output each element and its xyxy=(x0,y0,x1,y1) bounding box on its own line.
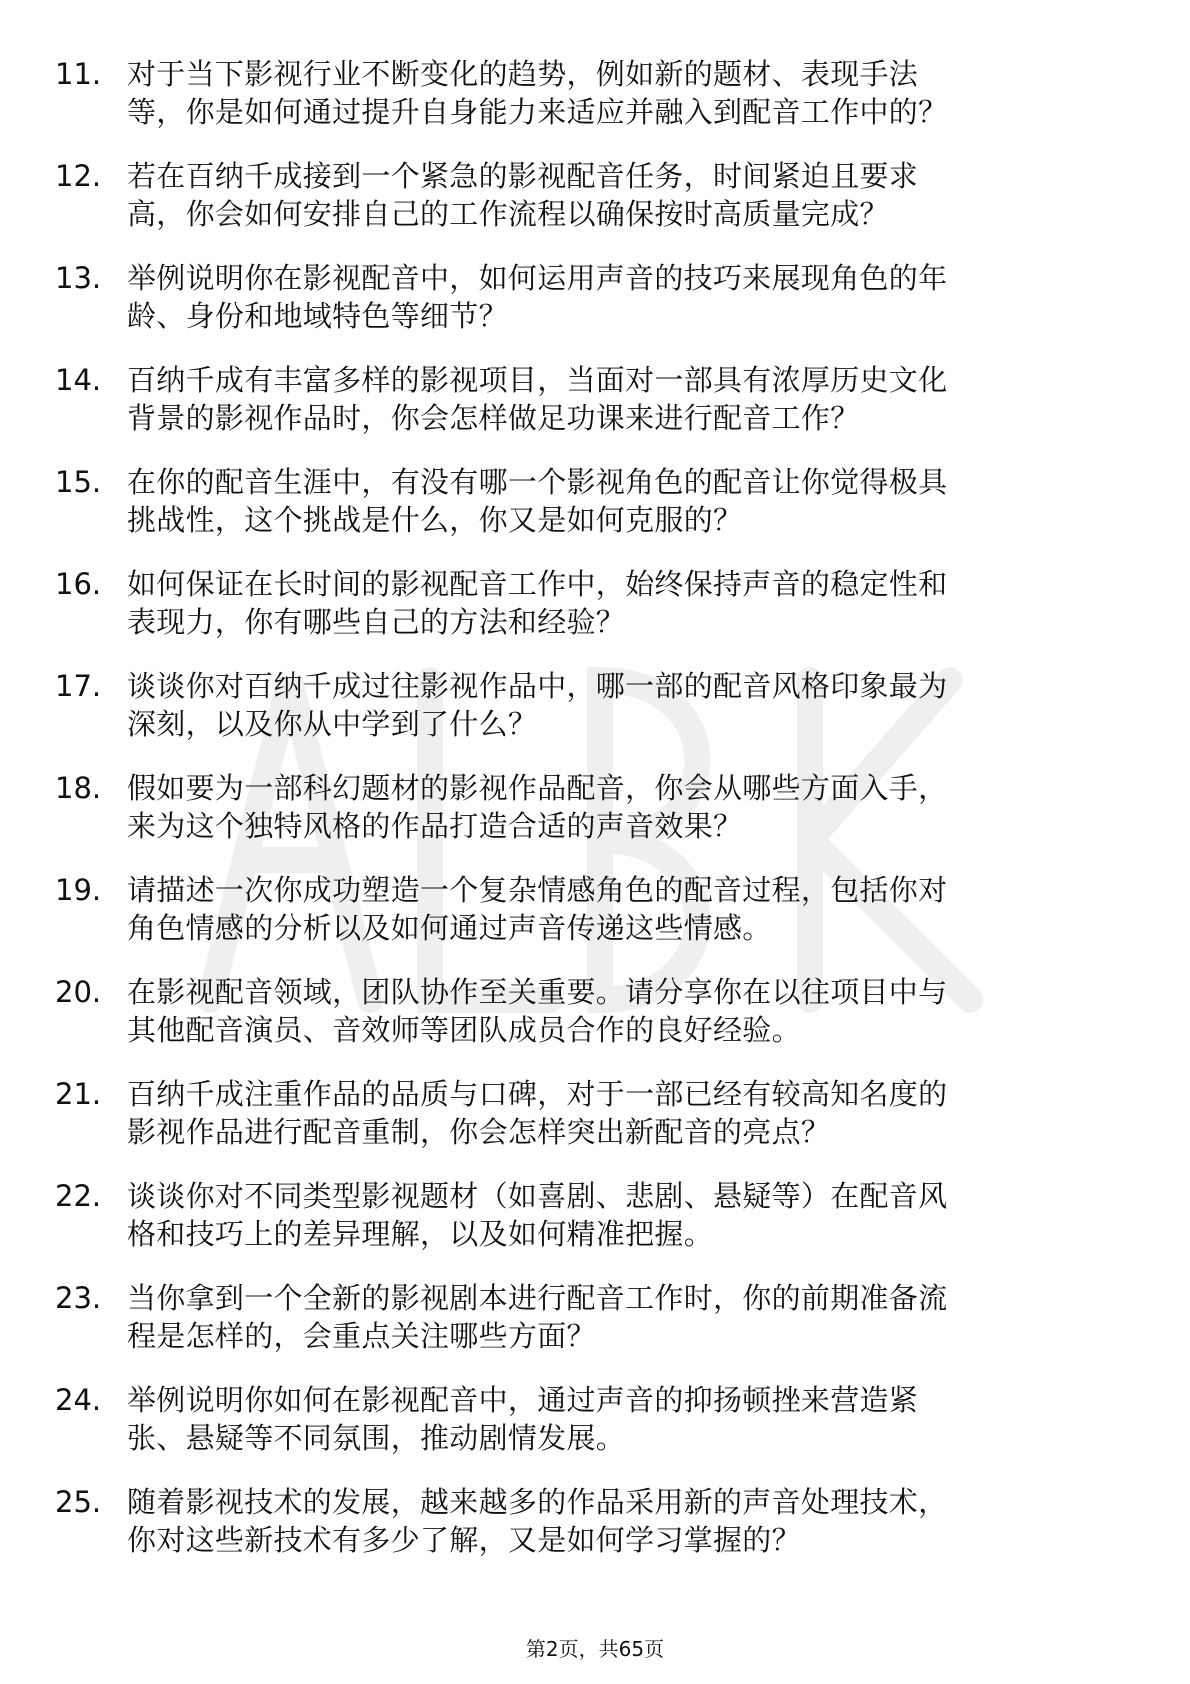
question-text: 在你的配音生涯中，有没有哪一个影视角色的配音让你觉得极具 挑战性，这个挑战是什么，你又是如何克服的？ xyxy=(127,465,948,537)
question-text: 举例说明你如何在影视配音中，通过声音的抑扬顿挫来营造紧 张、悬疑等不同氛围，推动剧情发展。 xyxy=(127,1383,919,1455)
question-item xyxy=(55,565,1135,641)
question-text: 百纳千成有丰富多样的影视项目，当面对一部具有浓厚历史文化 背景的影视作品时，你会怎样做足功课来进行配音工作？ xyxy=(127,363,948,435)
question-number: 12. xyxy=(55,159,102,193)
question-text: 当你拿到一个全新的影视剧本进行配音工作时，你的前期准备流 程是怎样的，会重点关注哪些方面？ xyxy=(127,1281,948,1353)
question-item xyxy=(55,973,1135,1049)
question-text: 如何保证在长时间的影视配音工作中，始终保持声音的稳定性和 表现力，你有哪些自己的方法和经验？ xyxy=(127,567,948,639)
question-text: 对于当下影视行业不断变化的趋势，例如新的题材、表现手法 等，你是如何通过提升自身能力来适应并融入到配音工作中的？ xyxy=(127,57,948,129)
question-number: 23. xyxy=(55,1281,102,1315)
question-number: 11. xyxy=(55,57,102,91)
question-text: 请描述一次你成功塑造一个复杂情感角色的配音过程，包括你对 角色情感的分析以及如何通过声音传递这些情感。 xyxy=(127,873,948,945)
question-item xyxy=(55,1279,1135,1355)
question-number: 14. xyxy=(55,363,102,397)
question-number: 13. xyxy=(55,261,102,295)
question-list xyxy=(55,55,1135,1585)
question-number: 19. xyxy=(55,873,102,907)
question-text: 在影视配音领域，团队协作至关重要。请分享你在以往项目中与 其他配音演员、音效师等团队成员合作的良好经验。 xyxy=(127,975,948,1047)
question-text: 谈谈你对百纳千成过往影视作品中，哪一部的配音风格印象最为 深刻，以及你从中学到了什么？ xyxy=(127,669,948,741)
question-number: 16. xyxy=(55,567,102,601)
question-number: 21. xyxy=(55,1077,102,1111)
question-number: 17. xyxy=(55,669,102,703)
question-text: 举例说明你在影视配音中，如何运用声音的技巧来展现角色的年 龄、身份和地域特色等细节？ xyxy=(127,261,948,333)
question-item xyxy=(55,769,1135,845)
question-item xyxy=(55,1177,1135,1253)
question-number: 20. xyxy=(55,975,102,1009)
question-item xyxy=(55,1075,1135,1151)
question-number: 25. xyxy=(55,1485,102,1519)
question-item xyxy=(55,157,1135,233)
question-item xyxy=(55,871,1135,947)
question-text: 谈谈你对不同类型影视题材（如喜剧、悲剧、悬疑等）在配音风 格和技巧上的差异理解，以及如何精准把握。 xyxy=(127,1179,948,1251)
question-item xyxy=(55,55,1135,131)
question-item xyxy=(55,1381,1135,1457)
question-item xyxy=(55,259,1135,335)
question-text: 若在百纳千成接到一个紧急的影视配音任务，时间紧迫且要求 高，你会如何安排自己的工作流程以确保按时高质量完成？ xyxy=(127,159,919,231)
page-number-label: 第2页，共65页 xyxy=(525,1637,665,1661)
question-item xyxy=(55,667,1135,743)
question-number: 18. xyxy=(55,771,102,805)
question-item xyxy=(55,361,1135,437)
question-text: 假如要为一部科幻题材的影视作品配音，你会从哪些方面入手， 来为这个独特风格的作品打造合适的声音效果？ xyxy=(127,771,948,843)
question-text: 百纳千成注重作品的品质与口碑，对于一部已经有较高知名度的 影视作品进行配音重制，你会怎样突出新配音的亮点？ xyxy=(127,1077,948,1149)
question-number: 24. xyxy=(55,1383,102,1417)
question-item xyxy=(55,463,1135,539)
question-number: 22. xyxy=(55,1179,102,1213)
question-text: 随着影视技术的发展，越来越多的作品采用新的声音处理技术， 你对这些新技术有多少了解，又是如何学习掌握的？ xyxy=(127,1485,948,1557)
page-footer xyxy=(0,1636,1190,1662)
question-item xyxy=(55,1483,1135,1559)
question-number: 15. xyxy=(55,465,102,499)
